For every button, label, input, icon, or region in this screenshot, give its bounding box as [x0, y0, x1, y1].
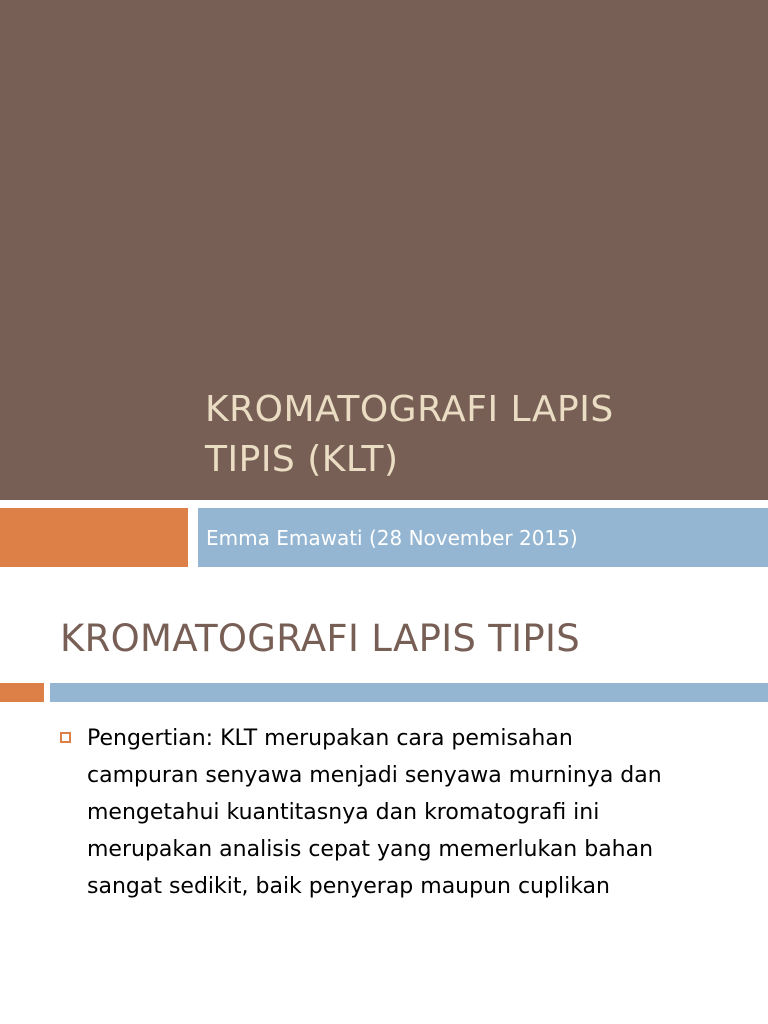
content-slide [0, 576, 768, 1024]
square-bullet-icon [60, 732, 71, 743]
slide-title: KROMATOGRAFI LAPIS TIPIS (KLT) [205, 389, 614, 480]
accent-bar-blue [50, 683, 768, 702]
title-panel [0, 0, 768, 500]
accent-bar-orange [0, 683, 44, 702]
content-slide-title: KROMATOGRAFI LAPIS TIPIS [60, 617, 580, 660]
accent-bar-orange [0, 508, 188, 567]
bullet-item [60, 720, 740, 905]
bullet-text: Pengertian: KLT merupakan cara pemisahan campuran senyawa menjadi senyawa murninya dan mengetahui kuantitasnya dan kromatografi ini merupakan analisis cepat yang memerlukan bahan sangat sedikit, baik penyerap maupun cuplikan [87, 726, 662, 899]
slide-subtitle: Emma Emawati (28 November 2015) [206, 526, 578, 550]
